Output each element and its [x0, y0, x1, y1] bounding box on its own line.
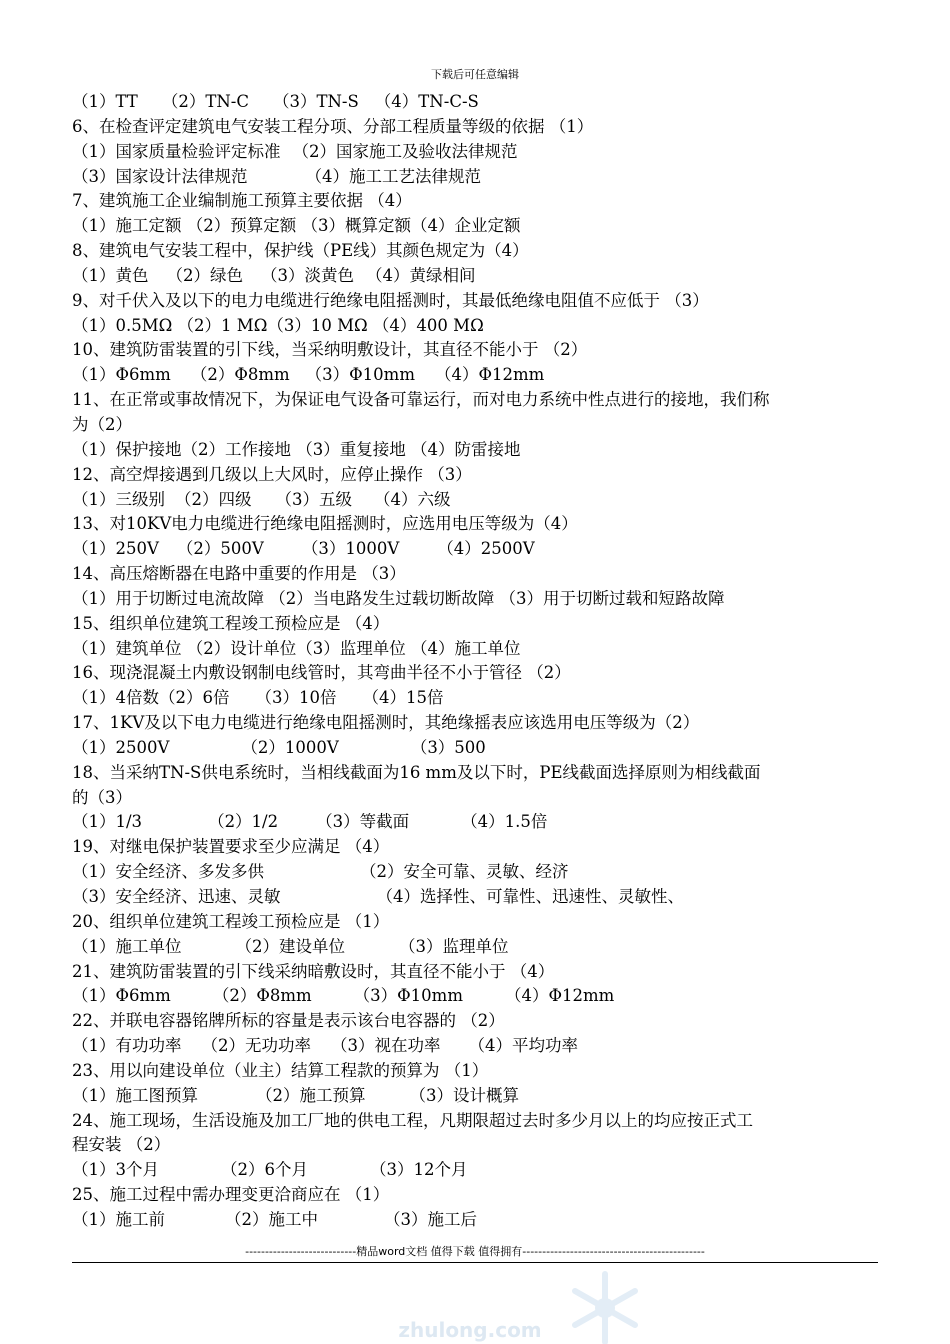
option-text: （4）平均功率 [468, 1036, 578, 1056]
option-text: （1）施工图预算 [72, 1085, 198, 1105]
text-line: （1）0.5MΩ （2）1 MΩ（3）10 MΩ （4）400 MΩ [72, 315, 484, 335]
option-text: （1）4倍数（2）6倍 [72, 688, 230, 708]
text-line [72, 90, 882, 115]
option-text: （2）Φ8mm [190, 365, 290, 385]
option-text: （2）1/2 [208, 812, 279, 832]
text-line: 23、用以向建设单位（业主）结算工程款的预算为 （1） [72, 1060, 489, 1080]
question-list [72, 90, 882, 1233]
option-text: （2）Φ8mm [212, 986, 312, 1006]
text-line: 6、在检查评定建筑电气安装工程分项、分部工程质量等级的依据 （1） [72, 116, 594, 136]
text-line [72, 165, 882, 190]
option-text: （1）施工单位 [72, 936, 182, 956]
option-text: （3）视在功率 [331, 1036, 441, 1056]
text-line [72, 537, 882, 562]
option-text: （2）1000V [241, 737, 339, 757]
text-line: 10、建筑防雷装置的引下线，当采纳明敷设计，其直径不能小于 （2） [72, 340, 588, 360]
text-line: （1）建筑单位 （2）设计单位（3）监理单位 （4）施工单位 [72, 638, 521, 658]
text-line [72, 140, 882, 165]
text-line: 22、并联电容器铭牌所标的容量是表示该台电容器的 （2） [72, 1011, 505, 1031]
option-text: （2）施工中 [225, 1209, 318, 1229]
option-text: （3）监理单位 [399, 936, 509, 956]
text-line [72, 1084, 882, 1109]
text-line [72, 1158, 882, 1183]
option-text: （2）无功功率 [201, 1036, 311, 1056]
option-text: （1）国家质量检验评定标准 [72, 141, 281, 161]
option-text: （4）选择性、可靠性、迅速性、灵敏性、 [376, 887, 684, 906]
text-line: （1）用于切断过电流故障 （2）当电路发生过载切断故障 （3）用于切断过载和短路故障 [72, 588, 725, 608]
text-line: （1）保护接地（2）工作接地 （3）重复接地 （4）防雷接地 [72, 439, 521, 459]
text-line: 程安装 （2） [72, 1135, 171, 1155]
text-line: 12、高空焊接遇到几级以上大风时，应停止操作 （3） [72, 464, 472, 484]
text-line: 8、建筑电气安装工程中，保护线（PE线）其颜色规定为（4） [72, 241, 529, 261]
text-line [72, 984, 882, 1009]
option-text: （4）1.5倍 [461, 812, 548, 832]
option-text: （1）1/3 [72, 812, 143, 832]
option-text: （3）施工后 [384, 1209, 477, 1229]
text-line: 20、组织单位建筑工程竣工预检应是 （1） [72, 911, 390, 931]
text-line: （1）施工定额 （2）预算定额 （3）概算定额（4）企业定额 [72, 216, 521, 236]
option-text: （1）三级别 [72, 489, 165, 509]
option-text: （3）淡黄色 [261, 265, 354, 285]
text-line: 13、对10KV电力电缆进行绝缘电阻摇测时，应选用电压等级为（4） [72, 514, 578, 534]
option-text: （1）3个月 [72, 1160, 159, 1180]
option-text: （3）五级 [275, 489, 352, 509]
text-line: 17、1KV及以下电力电缆进行绝缘电阻摇测时，其绝缘摇表应该选用电压等级为（2） [72, 713, 700, 733]
text-line [72, 1208, 882, 1233]
option-text: （3）1000V [301, 539, 400, 559]
option-text: （1）黄色 [72, 265, 149, 285]
option-text: （3）设计概算 [409, 1085, 519, 1105]
option-text: （2）安全可靠、灵敏、经济 [360, 862, 569, 882]
text-line: 14、高压熔断器在电路中重要的作用是 （3） [72, 564, 406, 584]
option-text: （2）四级 [175, 489, 252, 509]
text-line [72, 860, 882, 885]
option-text: （4）Φ12mm [434, 365, 545, 385]
footer-note: ----------------------------精品word文档 值得下载 值得拥有---------------------------------------------- [245, 1245, 705, 1258]
option-text: （1）安全经济、多发多供 [72, 862, 264, 882]
option-text: （1）250V [72, 539, 159, 559]
option-text: （4）施工工艺法律规范 [305, 166, 481, 186]
option-text: （3）国家设计法律规范 [72, 166, 248, 186]
option-text: （2）国家施工及验收法律规范 [292, 141, 518, 161]
option-text: （4）黄绿相间 [366, 265, 476, 285]
option-text: （1）Φ6mm [72, 986, 171, 1006]
option-text: （3）Φ10mm [353, 986, 463, 1006]
option-text: （3）等截面 [316, 812, 410, 832]
text-line [72, 935, 882, 960]
header-note: 下载后可任意编辑 [431, 68, 519, 81]
text-line: 24、施工现场，生活设施及加工厂地的供电工程，凡期限超过去时多少月以上的均应按正式工 [72, 1110, 753, 1130]
option-text: （1）TT [72, 92, 138, 111]
option-text: （1）2500V [72, 737, 170, 757]
option-text: （1）Φ6mm [72, 365, 171, 385]
option-text: （4）TN-C-S [374, 92, 479, 111]
text-line: 19、对继电保护装置要求至少应满足 （4） [72, 837, 390, 857]
option-text: （2）建设单位 [235, 936, 345, 956]
option-text: （3）10倍 [255, 688, 337, 708]
option-text: （3）TN-S [272, 92, 359, 111]
option-text: （3）安全经济、迅速、灵敏 [72, 887, 281, 906]
text-line [72, 264, 882, 289]
option-text: （3）500 [410, 737, 486, 757]
text-line [72, 363, 882, 388]
option-text: （1）有功功率 [72, 1036, 182, 1056]
option-text: （4）15倍 [362, 688, 444, 708]
option-text: （2）TN-C [161, 92, 249, 111]
option-text: （2）施工预算 [256, 1085, 366, 1105]
text-line: 11、在正常或事故情况下，为保证电气设备可靠运行，而对电力系统中性点进行的接地，我们称 [72, 390, 770, 410]
option-text: （4）2500V [437, 539, 535, 559]
text-line [72, 686, 882, 711]
text-line: 7、建筑施工企业编制施工预算主要依据 （4） [72, 191, 412, 211]
text-line: 21、建筑防雷装置的引下线采纳暗敷设时，其直径不能小于 （4） [72, 961, 555, 981]
text-line: 16、现浇混凝土内敷设钢制电线管时，其弯曲半径不小于管径 （2） [72, 663, 571, 683]
text-line: 25、施工过程中需办理变更洽商应在 （1） [72, 1185, 390, 1205]
option-text: （2）500V [176, 539, 264, 559]
text-line [72, 810, 882, 835]
option-text: （2）绿色 [166, 265, 243, 285]
text-line [72, 736, 882, 761]
option-text: （4）六级 [374, 489, 451, 509]
text-line: 为（2） [72, 414, 132, 434]
text-line: 15、组织单位建筑工程竣工预检应是 （4） [72, 613, 390, 633]
text-line [72, 885, 882, 910]
footer-divider [72, 1262, 878, 1263]
text-line [72, 488, 882, 513]
text-line: 的（3） [72, 787, 132, 807]
option-text: （4）Φ12mm [504, 986, 615, 1006]
option-text: （1）施工前 [72, 1209, 165, 1229]
watermark-snowflake-icon [565, 1268, 645, 1344]
text-line: 9、对千伏入及以下的电力电缆进行绝缘电阻摇测时，其最低绝缘电阻值不应低于 （3） [72, 290, 709, 310]
option-text: （3）12个月 [370, 1160, 468, 1180]
option-text: （3）Φ10mm [305, 365, 415, 385]
option-text: （2）6个月 [221, 1160, 308, 1180]
text-line [72, 1034, 882, 1059]
watermark-text: zhulong.com [398, 1318, 542, 1342]
text-line: 18、当采纳TN-S供电系统时，当相线截面为16 mm及以下时，PE线截面选择原则为相线截面 [72, 762, 761, 782]
